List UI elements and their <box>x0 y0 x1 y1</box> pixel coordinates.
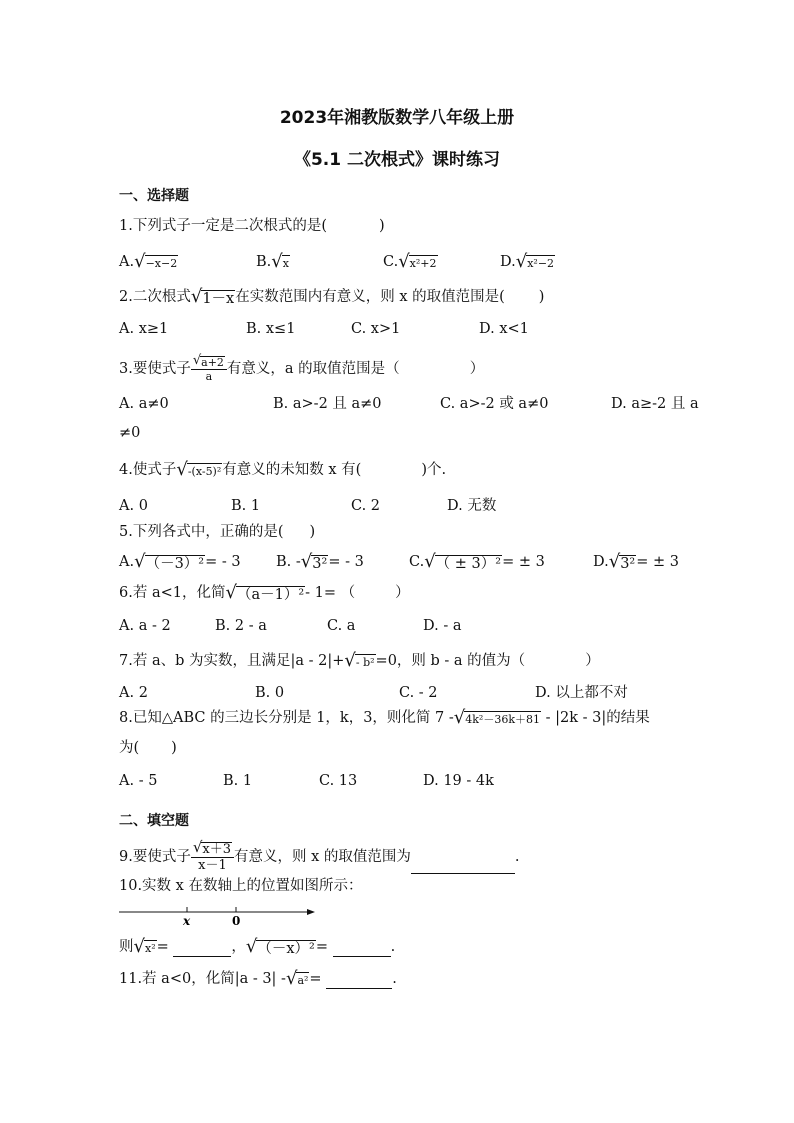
q8-option-d: D. 19 - 4k <box>423 773 494 789</box>
label-0: 0 <box>232 914 241 928</box>
section-choice-heading: 一、选择题 <box>119 188 189 204</box>
number-line-arrow <box>307 909 315 915</box>
q3-option-d: D. a≥-2 且 a <box>611 396 699 412</box>
q2-option-c: C. x>1 <box>351 321 401 337</box>
q4-option-c: C. 2 <box>351 498 381 514</box>
q7-option-c: C. - 2 <box>399 685 438 701</box>
q3-option-b: B. a>-2 且 a≠0 <box>273 396 382 412</box>
q5-option-c: C. √ （ ± 3）² = ± 3 <box>409 550 545 572</box>
q1-option-d: D. √ x²−2 <box>500 250 555 272</box>
q3-option-c: C. a>-2 或 a≠0 <box>440 396 549 412</box>
q2-option-a: A. x≥1 <box>119 321 169 337</box>
q10-blank-1[interactable] <box>173 942 231 957</box>
q2-option-d: D. x<1 <box>479 321 529 337</box>
q10-blank-2[interactable] <box>333 942 391 957</box>
question-10-stem: 10.实数 x 在数轴上的位置如图所示： <box>119 878 363 894</box>
q8-option-a: A. - 5 <box>119 773 158 789</box>
label-x: x <box>183 914 191 928</box>
page-title: 2023年湘教版数学八年级上册 <box>279 108 515 128</box>
q6-option-a: A. a - 2 <box>119 618 171 634</box>
q7-option-b: B. 0 <box>255 685 285 701</box>
page-subtitle: 《5.1 二次根式》课时练习 <box>293 150 501 170</box>
q8-option-b: B. 1 <box>223 773 253 789</box>
question-2-stem: 2.二次根式 √ 1－x 在实数范围内有意义，则 x 的取值范围是( ) <box>119 285 545 307</box>
q5-option-b: B. - √ 3² = - 3 <box>276 550 364 572</box>
section-fill-heading: 二、填空题 <box>119 813 189 829</box>
question-3-stem: 3.要使式子 √ a+2 a 有意义，a 的取值范围是（ ） <box>119 353 485 383</box>
q11-answer-blank[interactable] <box>326 974 392 989</box>
question-8-stem-line2: 为( ) <box>119 740 177 756</box>
q1-option-b: B. √ x <box>256 250 289 272</box>
q1-close: ) <box>379 218 385 234</box>
q6-option-b: B. 2 - a <box>215 618 267 634</box>
question-11-stem: 11.若 a<0，化简|a - 3| - √ a² = . <box>119 967 397 989</box>
q3-option-a: A. a≠0 <box>119 396 169 412</box>
question-6-stem: 6.若 a<1，化简 √ （a－1）² - 1= （ ） <box>119 581 410 603</box>
q3-option-d-continued: ≠0 <box>119 425 141 441</box>
q9-answer-blank[interactable] <box>411 859 515 874</box>
q6-option-d: D. - a <box>423 618 462 634</box>
question-8-stem: 8.已知△ABC 的三边长分别是 1，k，3，则化简 7 - √ 4k²－36k＋81 - |2k - 3|的结果 <box>119 706 650 728</box>
question-7-stem: 7.若 a、b 为实数，且满足|a - 2|+ √ - b² =0，则 b - a 的值为（ ） <box>119 649 600 671</box>
q2-option-b: B. x≤1 <box>246 321 296 337</box>
question-1-stem <box>119 216 385 236</box>
q1-option-c: C. √ x²+2 <box>383 250 437 272</box>
question-5-stem: 5.下列各式中，正确的是( ) <box>119 524 316 540</box>
q1-option-a: A. √ −x−2 <box>119 250 178 272</box>
q8-option-c: C. 13 <box>319 773 358 789</box>
question-9-stem: 9.要使式子 √ x＋3 x－1 有意义，则 x 的取值范围为 . <box>119 838 520 873</box>
q4-option-b: B. 1 <box>231 498 261 514</box>
q6-option-c: C. a <box>327 618 356 634</box>
q1-stem-text: 1.下列式子一定是二次根式的是( <box>119 218 327 234</box>
question-4-stem: 4.使式子 √ -(x-5)² 有意义的未知数 x 有( )个. <box>119 458 447 480</box>
q7-option-a: A. 2 <box>119 685 148 701</box>
number-line-figure <box>119 902 319 930</box>
q7-option-d: D. 以上都不对 <box>535 685 628 701</box>
q5-option-a: A. √ （－3）² = - 3 <box>119 550 241 572</box>
q4-option-d: D. 无数 <box>447 498 497 514</box>
q5-option-d: D. √ 3² = ± 3 <box>593 550 679 572</box>
question-10-answer-line: 则 √ x² = ， √ （－x）² = . <box>119 935 396 957</box>
q4-option-a: A. 0 <box>119 498 148 514</box>
